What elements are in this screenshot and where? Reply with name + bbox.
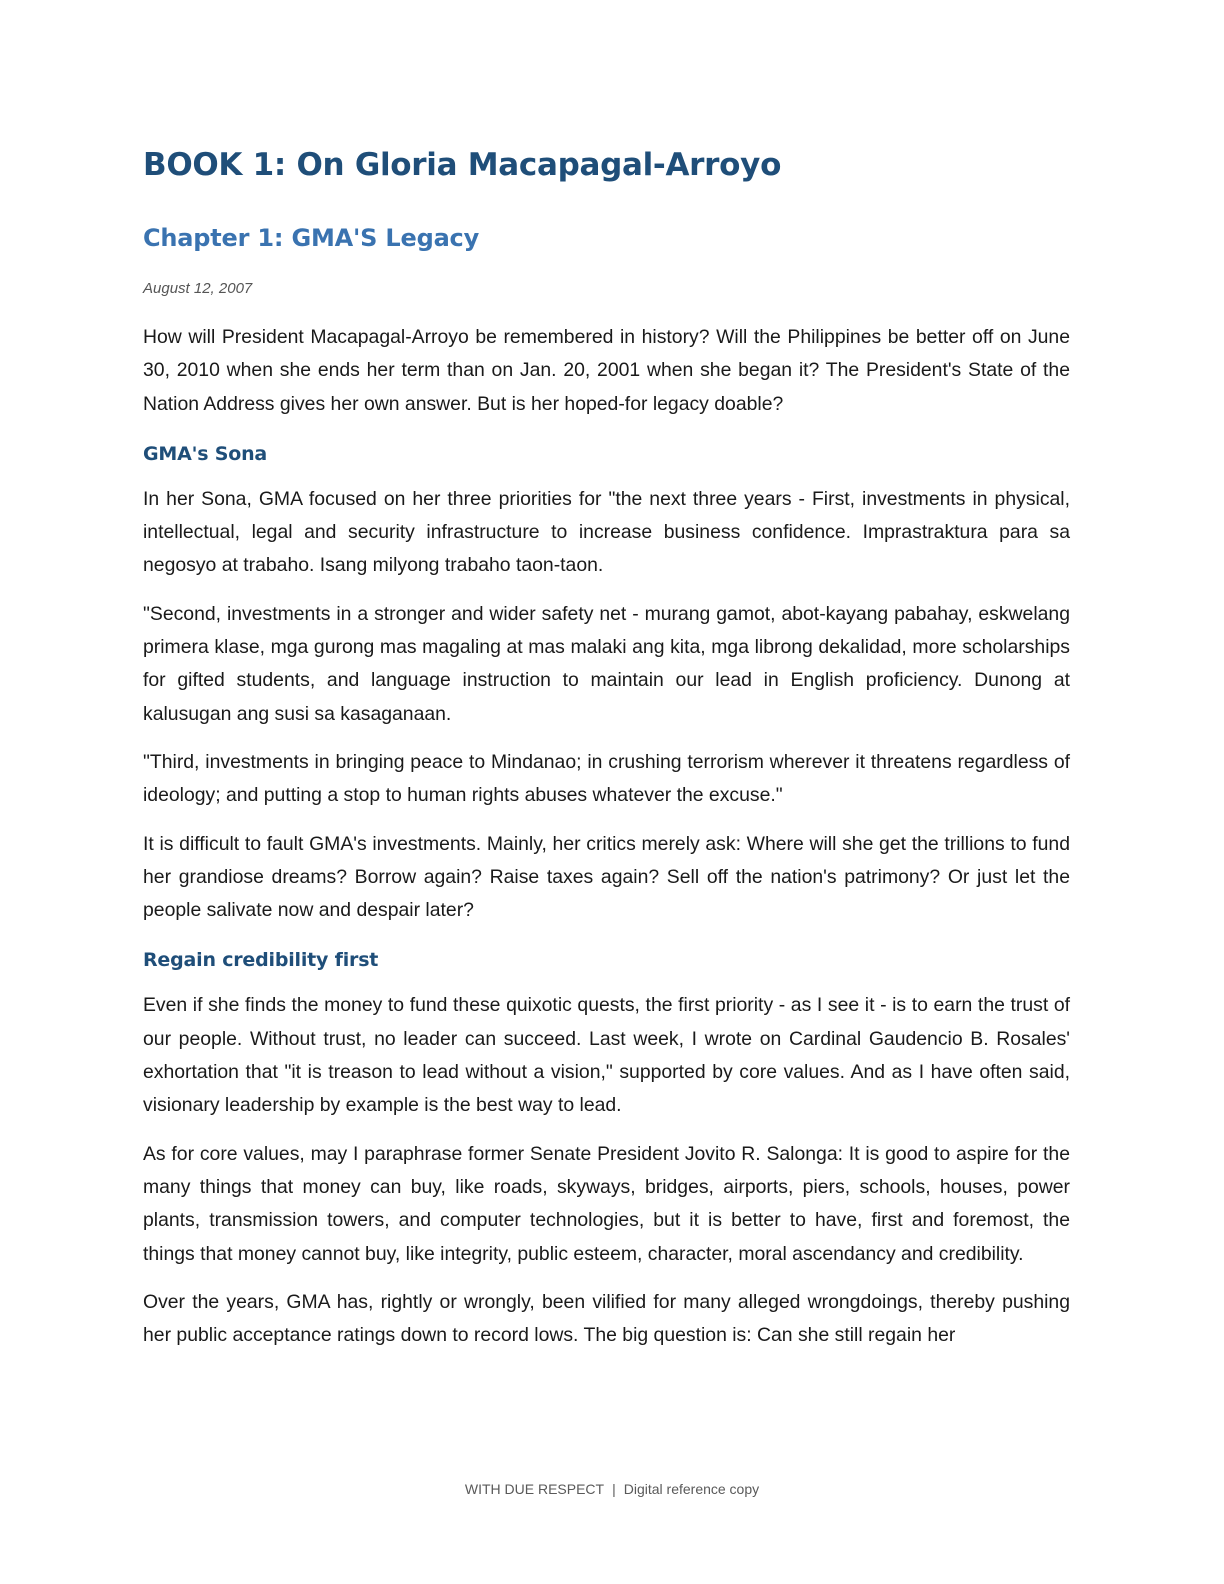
footer-separator: | (612, 1481, 616, 1497)
section-heading-gma-sona: GMA's Sona (143, 442, 268, 465)
paragraph: In her Sona, GMA focused on her three priorities for "the next three years - First, investments in physical, intellectual, legal and security infrastructure to increase business confidence. Imprastraktura para sa negosyo at trabaho. Isang milyong trabaho taon-taon. (143, 487, 1070, 577)
footer-note: Digital reference copy (623, 1481, 760, 1497)
paragraph: It is difficult to fault GMA's investments. Mainly, her critics merely ask: Where will she get the trillions to fund her grandiose dreams? Borrow again? Raise taxes again? Sell off the nation's patrimony? Or just let the people salivate now and despair later? (143, 832, 1070, 922)
section-heading-regain-credibility: Regain credibility first (143, 949, 379, 972)
article-date: August 12, 2007 (143, 280, 253, 297)
paragraph: Even if she finds the money to fund these quixotic quests, the first priority - as I see it - is to earn the trust of our people. Without trust, no leader can succeed. Last week, I wrote on Cardinal Gaudencio B. Rosales' exhortation that "it is treason to lead without a vision," supported by core values. And as I have often said, visionary leadership by example is the best way to lead. (143, 994, 1070, 1117)
document-page (143, 143, 1070, 1352)
footer-book-name: WITH DUE RESPECT (464, 1481, 605, 1497)
paragraph: "Third, investments in bringing peace to Mindanao; in crushing terrorism wherever it threatens regardless of ideology; and putting a stop to human rights abuses whatever the excuse." (143, 750, 1070, 807)
book-title: BOOK 1: On Gloria Macapagal-Arroyo (143, 147, 782, 183)
intro-paragraph: How will President Macapagal-Arroyo be remembered in history? Will the Philippines be better off on June 30, 2010 when she ends her term than on Jan. 20, 2001 when she began it? The President's State of the Nation Address gives her own answer. But is her hoped-for legacy doable? (143, 326, 1070, 415)
paragraph: As for core values, may I paraphrase former Senate President Jovito R. Salonga: It is good to aspire for the many things that money can buy, like roads, skyways, bridges, airports, piers, schools, houses, power plants, transmission towers, and computer technologies, but it is better to have, first and foremost, the things that money cannot buy, like integrity, public esteem, character, moral ascendancy and credibility. (143, 1142, 1070, 1265)
page-footer (0, 1479, 1224, 1499)
chapter-title: Chapter 1: GMA'S Legacy (143, 224, 480, 252)
paragraph: "Second, investments in a stronger and wider safety net - murang gamot, abot-kayang pabahay, eskwelang primera klase, mga gurong mas magaling at mas malaki ang kita, mga librong dekalidad, more scholarships for gifted students, and language instruction to maintain our lead in English proficiency. Dunong at kalusugan ang susi sa kasaganaan. (143, 602, 1070, 725)
paragraph: Over the years, GMA has, rightly or wrongly, been vilified for many alleged wrongdoings, thereby pushing her public acceptance ratings down to record lows. The big question is: Can she still regain her (143, 1290, 1070, 1347)
